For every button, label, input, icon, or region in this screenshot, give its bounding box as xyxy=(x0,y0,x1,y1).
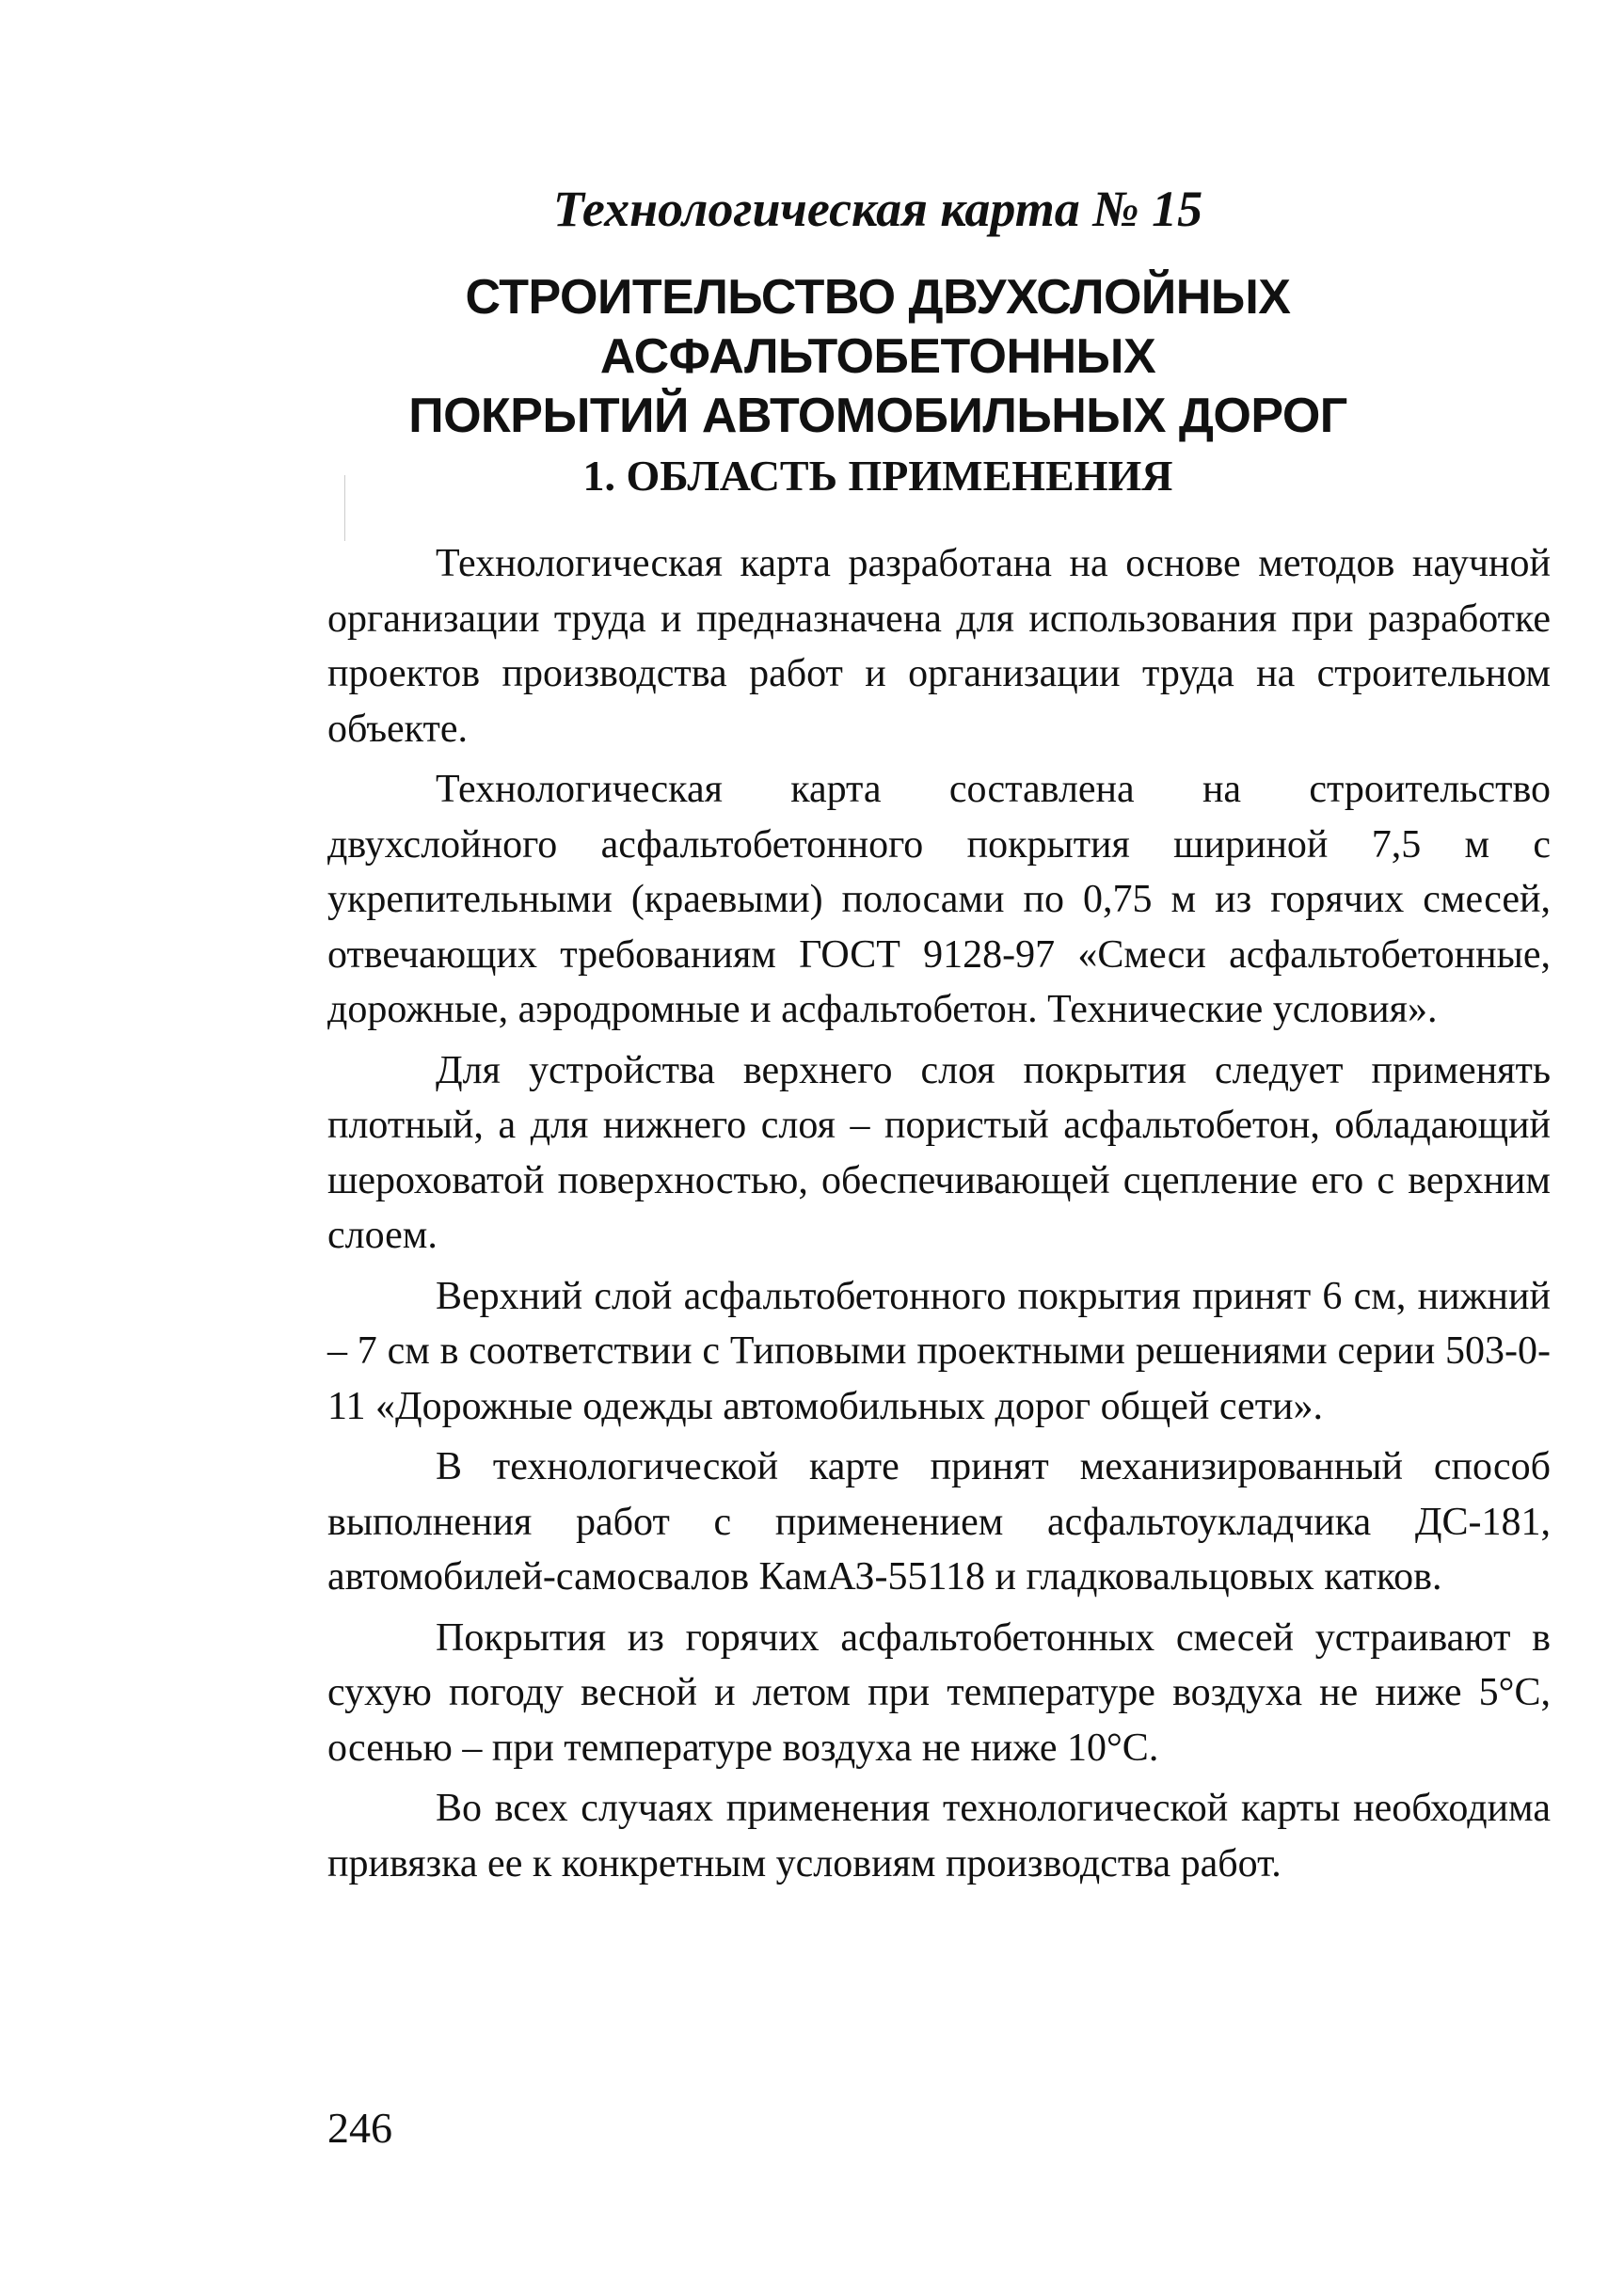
main-title-line-2: АСФАЛЬТОБЕТОННЫХ xyxy=(599,329,1156,384)
paragraph: Для устройства верхнего слоя покрытия следует применять плотный, а для нижнего слоя – пористый асфальтобетон, обладающий шероховатой поверхностью, обеспечивающей сцепление его с верхним слоем. xyxy=(327,1048,1551,1257)
paragraph: Во всех случаях применения технологической карты необходима привязка ее к конкретным условиям производства работ. xyxy=(327,1787,1551,1885)
main-title-line-1: СТРОИТЕЛЬСТВО ДВУХСЛОЙНЫХ xyxy=(465,270,1291,325)
paragraph: Верхний слой асфальтобетонного покрытия принят 6 см, нижний – 7 см в соответствии с Типовыми проектными решениями серии 503-0-11 «Дорожные одежды автомобильных дорог общей сети». xyxy=(327,1274,1551,1428)
main-title-line-3: ПОКРЫТИЙ АВТОМОБИЛЬНЫХ ДОРОГ xyxy=(408,389,1347,443)
card-title: Технологическая карта № 15 xyxy=(552,181,1203,237)
paragraph: Покрытия из горячих асфальтобетонных смесей устраивают в сухую погоду весной и летом при температуре воздуха не ниже 5°С, осенью – при температуре воздуха не ниже 10°С. xyxy=(327,1615,1551,1770)
main-title xyxy=(0,268,1624,446)
paragraph: Технологическая карта разработана на основе методов научной организации труда и предназначена для использования при разработке проектов производства работ и организации труда на строительном объекте. xyxy=(327,542,1551,751)
body-text xyxy=(327,536,1551,1897)
section-title: 1. ОБЛАСТЬ ПРИМЕНЕНИЯ xyxy=(582,452,1173,500)
paragraph: В технологической карте принят механизированный способ выполнения работ с применением асфальтоукладчика ДС-181, автомобилей-самосвалов КамАЗ-55118 и гладковальцовых катков. xyxy=(327,1445,1551,1599)
paragraph: Технологическая карта составлена на строительство двухслойного асфальтобетонного покрытия шириной 7,5 м с укрепительными (краевыми) полосами по 0,75 м из горячих смесей, отвечающих требованиям ГОСТ 9128-97 «Смеси асфальтобетонные, дорожные, аэродромные и асфальтобетон. Технические условия». xyxy=(327,768,1551,1031)
page-number: 246 xyxy=(327,2104,392,2152)
scan-margin-line xyxy=(344,475,345,541)
